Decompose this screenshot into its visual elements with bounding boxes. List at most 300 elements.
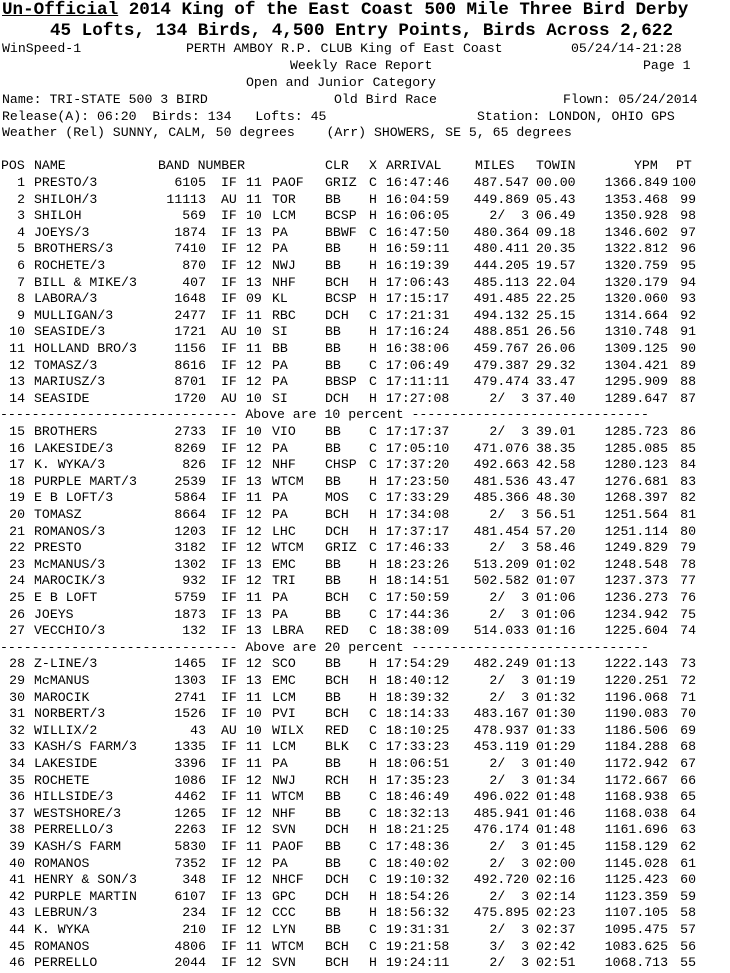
prefix-cell: IF <box>221 490 237 506</box>
band-cell: 4462 <box>174 789 206 805</box>
arrival-cell: 17:17:37 <box>386 424 450 439</box>
miles-cell: 2/ 3 <box>489 855 529 871</box>
band-cell: 2539 <box>174 473 206 489</box>
miles-cell: 502.582 <box>473 573 529 589</box>
year-cell: 12 <box>246 656 262 672</box>
name-cell: KASH/S FARM/3 <box>34 739 137 755</box>
miles-cell: 491.485 <box>473 291 529 307</box>
miles-cell: 2/ 3 <box>489 756 529 771</box>
pos-cell: 1 <box>17 175 25 190</box>
miles-cell: 2/ 3 <box>489 507 529 522</box>
sex-cell: H <box>369 291 377 307</box>
color-cell: BB <box>325 789 341 805</box>
band-cell: 8269 <box>174 440 206 456</box>
sex-cell: H <box>369 208 377 224</box>
towin-cell: 09.18 <box>536 224 576 240</box>
col-arrival: ARRIVAL <box>386 158 442 173</box>
sex-cell: H <box>369 905 377 921</box>
color-cell: DCH <box>325 872 349 888</box>
miles-cell: 514.033 <box>473 623 529 639</box>
race-title: 2014 King of the East Coast 500 Mile Three Bird Derby <box>128 0 689 20</box>
table-row <box>0 905 730 922</box>
arrival-cell: 16:59:11 <box>386 241 450 257</box>
towin-cell: 01:45 <box>536 839 576 854</box>
pos-cell: 46 <box>9 955 25 971</box>
pos-cell: 32 <box>9 722 25 738</box>
report-title-line-2: 45 Lofts, 134 Birds, 4,500 Entry Points, Birds Across 2,622 <box>50 21 673 41</box>
band-cell: 1465 <box>174 656 206 672</box>
towin-cell: 02:16 <box>536 872 576 888</box>
towin-cell: 26.06 <box>536 341 576 356</box>
pt-cell: 60 <box>680 872 696 888</box>
prefix-cell: IF <box>221 689 237 705</box>
sex-cell: H <box>369 955 377 971</box>
arrival-cell: 17:11:11 <box>386 374 450 390</box>
sex-cell: C <box>369 457 377 473</box>
sex-cell: C <box>369 440 377 456</box>
arrival-cell: 17:15:17 <box>386 291 450 307</box>
ypm-cell: 1107.105 <box>604 905 668 921</box>
name-cell: E B LOFT <box>34 590 98 605</box>
sex-cell: H <box>369 689 377 705</box>
color-cell: DCH <box>325 307 349 323</box>
pos-cell: 9 <box>17 307 25 323</box>
towin-cell: 25.15 <box>536 307 576 323</box>
club-cell: LHC <box>272 523 296 539</box>
arrival-cell: 18:06:51 <box>386 756 450 771</box>
year-cell: 12 <box>246 540 262 556</box>
weather-info: Weather (Rel) SUNNY, CALM, 50 degrees (Arr) SHOWERS, SE 5, 65 degrees <box>2 125 572 140</box>
club-cell: WILX <box>272 722 304 738</box>
arrival-cell: 18:40:02 <box>386 855 450 871</box>
sex-cell: H <box>369 324 377 340</box>
miles-cell: 2/ 3 <box>489 590 529 605</box>
towin-cell: 37.40 <box>536 390 576 406</box>
year-cell: 12 <box>246 357 262 373</box>
sex-cell: C <box>369 424 377 439</box>
ypm-cell: 1225.604 <box>604 623 668 639</box>
arrival-cell: 18:14:33 <box>386 706 450 722</box>
pt-cell: 87 <box>680 390 696 406</box>
club-cell: PVI <box>272 706 296 722</box>
pos-cell: 2 <box>17 191 25 207</box>
color-cell: DCH <box>325 822 349 838</box>
pos-cell: 33 <box>9 739 25 755</box>
band-cell: 2044 <box>174 955 206 971</box>
miles-cell: 513.209 <box>473 556 529 572</box>
pt-cell: 88 <box>680 374 696 390</box>
towin-cell: 01:40 <box>536 756 576 771</box>
prefix-cell: IF <box>221 606 237 622</box>
prefix-cell: IF <box>221 307 237 323</box>
sex-cell: H <box>369 656 377 672</box>
band-cell: 5864 <box>174 490 206 506</box>
name-cell: TOMASZ <box>34 507 82 522</box>
pt-cell: 89 <box>680 357 696 373</box>
ypm-cell: 1168.938 <box>604 789 668 805</box>
band-cell: 3182 <box>174 540 206 556</box>
name-cell: HENRY & SON/3 <box>34 872 137 888</box>
prefix-cell: IF <box>221 772 237 788</box>
arrival-cell: 18:14:51 <box>386 573 450 589</box>
year-cell: 12 <box>246 955 262 971</box>
towin-cell: 01:33 <box>536 722 576 738</box>
club-cell: PA <box>272 855 288 871</box>
year-cell: 13 <box>246 888 262 904</box>
color-cell: BCH <box>325 706 349 722</box>
miles-cell: 2/ 3 <box>489 540 529 556</box>
table-row <box>0 557 730 574</box>
pt-cell: 78 <box>680 556 696 572</box>
pt-cell: 95 <box>680 258 696 273</box>
pos-cell: 18 <box>9 473 25 489</box>
prefix-cell: AU <box>221 722 237 738</box>
table-row <box>0 374 730 391</box>
ypm-cell: 1322.812 <box>604 241 668 257</box>
sex-cell: H <box>369 258 377 273</box>
name-cell: TOMASZ/3 <box>34 357 98 373</box>
arrival-cell: 17:06:43 <box>386 274 450 290</box>
sex-cell: H <box>369 556 377 572</box>
name-cell: ROMANOS <box>34 938 90 954</box>
color-cell: BB <box>325 805 341 821</box>
ypm-cell: 1309.125 <box>604 341 668 356</box>
pt-cell: 83 <box>680 473 696 489</box>
color-cell: GRIZ <box>325 175 357 190</box>
name-cell: PURPLE MARTIN <box>34 888 137 904</box>
name-cell: SEASIDE/3 <box>34 324 106 340</box>
pt-cell: 72 <box>680 673 696 688</box>
color-cell: BB <box>325 922 341 937</box>
name-cell: PURPLE MART/3 <box>34 473 137 489</box>
pt-cell: 69 <box>680 722 696 738</box>
percent-separator: ------------------------------ Above are 10 percent ------------------------------ <box>0 407 649 423</box>
club-cell: SI <box>272 390 288 406</box>
name-cell: ROCHETE <box>34 772 90 788</box>
pos-cell: 6 <box>17 258 25 273</box>
band-cell: 1203 <box>174 523 206 539</box>
arrival-cell: 18:21:25 <box>386 822 450 838</box>
ypm-cell: 1251.114 <box>604 523 668 539</box>
band-cell: 210 <box>182 922 206 937</box>
towin-cell: 19.57 <box>536 258 576 273</box>
pt-cell: 65 <box>680 789 696 805</box>
prefix-cell: IF <box>221 341 237 356</box>
pos-cell: 20 <box>9 507 25 522</box>
towin-cell: 29.32 <box>536 357 576 373</box>
miles-cell: 481.536 <box>473 473 529 489</box>
club-cell: NWJ <box>272 772 296 788</box>
arrival-cell: 19:31:31 <box>386 922 450 937</box>
arrival-cell: 18:56:32 <box>386 905 450 921</box>
towin-cell: 01:46 <box>536 805 576 821</box>
arrival-cell: 18:46:49 <box>386 789 450 805</box>
towin-cell: 22.04 <box>536 274 576 290</box>
pt-cell: 57 <box>680 922 696 937</box>
year-cell: 12 <box>246 805 262 821</box>
prefix-cell: AU <box>221 390 237 406</box>
arrival-cell: 18:38:09 <box>386 623 450 639</box>
prefix-cell: IF <box>221 739 237 755</box>
pt-cell: 92 <box>680 307 696 323</box>
towin-cell: 02:37 <box>536 922 576 937</box>
miles-cell: 492.663 <box>473 457 529 473</box>
sex-cell: H <box>369 241 377 257</box>
band-cell: 932 <box>182 573 206 589</box>
arrival-cell: 18:40:12 <box>386 673 450 688</box>
year-cell: 11 <box>246 590 262 605</box>
miles-cell: 479.474 <box>473 374 529 390</box>
prefix-cell: IF <box>221 224 237 240</box>
towin-cell: 01:48 <box>536 822 576 838</box>
prefix-cell: IF <box>221 274 237 290</box>
arrival-cell: 17:33:23 <box>386 739 450 755</box>
club-cell: PA <box>272 224 288 240</box>
year-cell: 12 <box>246 822 262 838</box>
ypm-cell: 1068.713 <box>604 955 668 971</box>
club-cell: PA <box>272 374 288 390</box>
pos-cell: 23 <box>9 556 25 572</box>
club-cell: PA <box>272 440 288 456</box>
table-row <box>0 291 730 308</box>
ypm-cell: 1190.083 <box>604 706 668 722</box>
band-cell: 8616 <box>174 357 206 373</box>
year-cell: 11 <box>246 490 262 506</box>
color-cell: DCH <box>325 390 349 406</box>
ypm-cell: 1268.397 <box>604 490 668 506</box>
page-number: Page 1 <box>643 58 691 73</box>
year-cell: 11 <box>246 191 262 207</box>
prefix-cell: IF <box>221 208 237 224</box>
pt-cell: 71 <box>680 689 696 705</box>
arrival-cell: 18:54:26 <box>386 888 450 904</box>
miles-cell: 2/ 3 <box>489 424 529 439</box>
year-cell: 12 <box>246 523 262 539</box>
name-cell: PERRELLO/3 <box>34 822 114 838</box>
pt-cell: 58 <box>680 905 696 921</box>
pt-cell: 81 <box>680 507 696 522</box>
band-cell: 1086 <box>174 772 206 788</box>
band-cell: 4806 <box>174 938 206 954</box>
color-cell: BB <box>325 855 341 871</box>
name-cell: LAKESIDE/3 <box>34 440 114 456</box>
pt-cell: 70 <box>680 706 696 722</box>
year-cell: 12 <box>246 440 262 456</box>
col-towin: TOWIN <box>536 158 576 173</box>
ypm-cell: 1285.085 <box>604 440 668 456</box>
sex-cell: C <box>369 722 377 738</box>
name-cell: SHILOH/3 <box>34 191 98 207</box>
pt-cell: 86 <box>680 424 696 439</box>
year-cell: 12 <box>246 905 262 921</box>
club-cell: CCC <box>272 905 296 921</box>
prefix-cell: IF <box>221 573 237 589</box>
name-cell: WILLIX/2 <box>34 722 98 738</box>
unofficial-label: Un-Official <box>2 0 119 20</box>
miles-cell: 2/ 3 <box>489 922 529 937</box>
sex-cell: C <box>369 706 377 722</box>
table-row <box>0 706 730 723</box>
club-cell: LCM <box>272 739 296 755</box>
name-cell: MAROCIK/3 <box>34 573 106 589</box>
pos-cell: 15 <box>9 424 25 439</box>
band-cell: 1335 <box>174 739 206 755</box>
club-name: PERTH AMBOY R.P. CLUB King of East Coast <box>186 41 503 56</box>
sex-cell: H <box>369 756 377 771</box>
station-info: Station: LONDON, OHIO GPS <box>477 109 675 124</box>
prefix-cell: IF <box>221 938 237 954</box>
color-cell: BCH <box>325 938 349 954</box>
name-cell: JOEYS/3 <box>34 224 90 240</box>
towin-cell: 20.35 <box>536 241 576 257</box>
sex-cell: H <box>369 274 377 290</box>
towin-cell: 00.00 <box>536 175 576 190</box>
club-cell: GPC <box>272 888 296 904</box>
table-row <box>0 308 730 325</box>
sex-cell: C <box>369 540 377 556</box>
towin-cell: 26.56 <box>536 324 576 340</box>
color-cell: BBWF <box>325 224 357 240</box>
band-cell: 870 <box>182 258 206 273</box>
miles-cell: 471.076 <box>473 440 529 456</box>
name-cell: LAKESIDE <box>34 756 98 771</box>
color-cell: BB <box>325 656 341 672</box>
ypm-cell: 1249.829 <box>604 540 668 556</box>
club-cell: PA <box>272 241 288 257</box>
year-cell: 13 <box>246 673 262 688</box>
table-row <box>0 540 730 557</box>
sex-cell: C <box>369 590 377 605</box>
year-cell: 10 <box>246 722 262 738</box>
name-cell: McMANUS <box>34 673 90 688</box>
color-cell: BB <box>325 191 341 207</box>
year-cell: 12 <box>246 772 262 788</box>
col-pt: PT <box>676 158 692 173</box>
sex-cell: C <box>369 490 377 506</box>
miles-cell: 481.454 <box>473 523 529 539</box>
table-row <box>0 258 730 275</box>
race-name: Name: TRI-STATE 500 3 BIRD <box>2 92 208 107</box>
ypm-cell: 1276.681 <box>604 473 668 489</box>
band-cell: 569 <box>182 208 206 224</box>
towin-cell: 02:00 <box>536 855 576 871</box>
color-cell: BCH <box>325 955 349 971</box>
color-cell: BCH <box>325 673 349 688</box>
name-cell: PRESTO/3 <box>34 175 98 190</box>
ypm-cell: 1295.909 <box>604 374 668 390</box>
band-cell: 132 <box>182 623 206 639</box>
prefix-cell: IF <box>221 805 237 821</box>
pt-cell: 90 <box>680 341 696 356</box>
year-cell: 12 <box>246 922 262 937</box>
prefix-cell: IF <box>221 473 237 489</box>
color-cell: BLK <box>325 739 349 755</box>
pos-cell: 27 <box>9 623 25 639</box>
name-cell: KASH/S FARM <box>34 839 122 854</box>
flown-date: Flown: 05/24/2014 <box>563 92 698 107</box>
arrival-cell: 17:05:10 <box>386 440 450 456</box>
club-cell: PA <box>272 490 288 506</box>
sex-cell: C <box>369 739 377 755</box>
club-cell: SI <box>272 324 288 340</box>
ypm-cell: 1168.038 <box>604 805 668 821</box>
ypm-cell: 1353.468 <box>604 191 668 207</box>
prefix-cell: AU <box>221 191 237 207</box>
pos-cell: 40 <box>9 855 25 871</box>
name-cell: MAROCIK <box>34 689 90 705</box>
arrival-cell: 17:06:49 <box>386 357 450 373</box>
towin-cell: 01:34 <box>536 772 576 788</box>
prefix-cell: IF <box>221 540 237 556</box>
towin-cell: 58.46 <box>536 540 576 556</box>
pos-cell: 21 <box>9 523 25 539</box>
band-cell: 5759 <box>174 590 206 605</box>
table-row <box>0 623 730 640</box>
arrival-cell: 17:16:24 <box>386 324 450 340</box>
arrival-cell: 18:23:26 <box>386 556 450 572</box>
table-row <box>0 175 730 192</box>
table-row <box>0 922 730 939</box>
color-cell: BB <box>325 440 341 456</box>
name-cell: NORBERT/3 <box>34 706 106 722</box>
club-cell: VIO <box>272 424 296 439</box>
color-cell: BCH <box>325 507 349 522</box>
arrival-cell: 18:39:32 <box>386 689 450 705</box>
band-cell: 1265 <box>174 805 206 821</box>
miles-cell: 479.387 <box>473 357 529 373</box>
sex-cell: H <box>369 673 377 688</box>
towin-cell: 01:06 <box>536 590 576 605</box>
pos-cell: 41 <box>9 872 25 888</box>
ypm-cell: 1158.129 <box>604 839 668 854</box>
miles-cell: 488.851 <box>473 324 529 340</box>
table-row <box>0 208 730 225</box>
table-row <box>0 358 730 375</box>
table-row <box>0 573 730 590</box>
prefix-cell: IF <box>221 888 237 904</box>
name-cell: SHILOH <box>34 208 82 224</box>
pos-cell: 31 <box>9 706 25 722</box>
table-row <box>0 324 730 341</box>
towin-cell: 01:02 <box>536 556 576 572</box>
miles-cell: 496.022 <box>473 789 529 805</box>
name-cell: ROCHETE/3 <box>34 258 106 273</box>
color-cell: BB <box>325 357 341 373</box>
club-cell: WTCM <box>272 789 304 805</box>
towin-cell: 22.25 <box>536 291 576 307</box>
arrival-cell: 18:10:25 <box>386 722 450 738</box>
arrival-cell: 19:24:11 <box>386 955 450 971</box>
ypm-cell: 1186.506 <box>604 722 668 738</box>
club-cell: EMC <box>272 556 296 572</box>
band-cell: 348 <box>182 872 206 888</box>
color-cell: BB <box>325 573 341 589</box>
software-label: WinSpeed-1 <box>2 41 82 56</box>
table-row <box>0 424 730 441</box>
arrival-cell: 18:32:13 <box>386 805 450 821</box>
towin-cell: 38.35 <box>536 440 576 456</box>
name-cell: HILLSIDE/3 <box>34 789 114 805</box>
miles-cell: 459.767 <box>473 341 529 356</box>
club-cell: RBC <box>272 307 296 323</box>
towin-cell: 02:51 <box>536 955 576 971</box>
band-cell: 1648 <box>174 291 206 307</box>
band-cell: 1721 <box>174 324 206 340</box>
ypm-cell: 1234.942 <box>604 606 668 622</box>
table-row <box>0 723 730 740</box>
year-cell: 13 <box>246 473 262 489</box>
towin-cell: 43.47 <box>536 473 576 489</box>
